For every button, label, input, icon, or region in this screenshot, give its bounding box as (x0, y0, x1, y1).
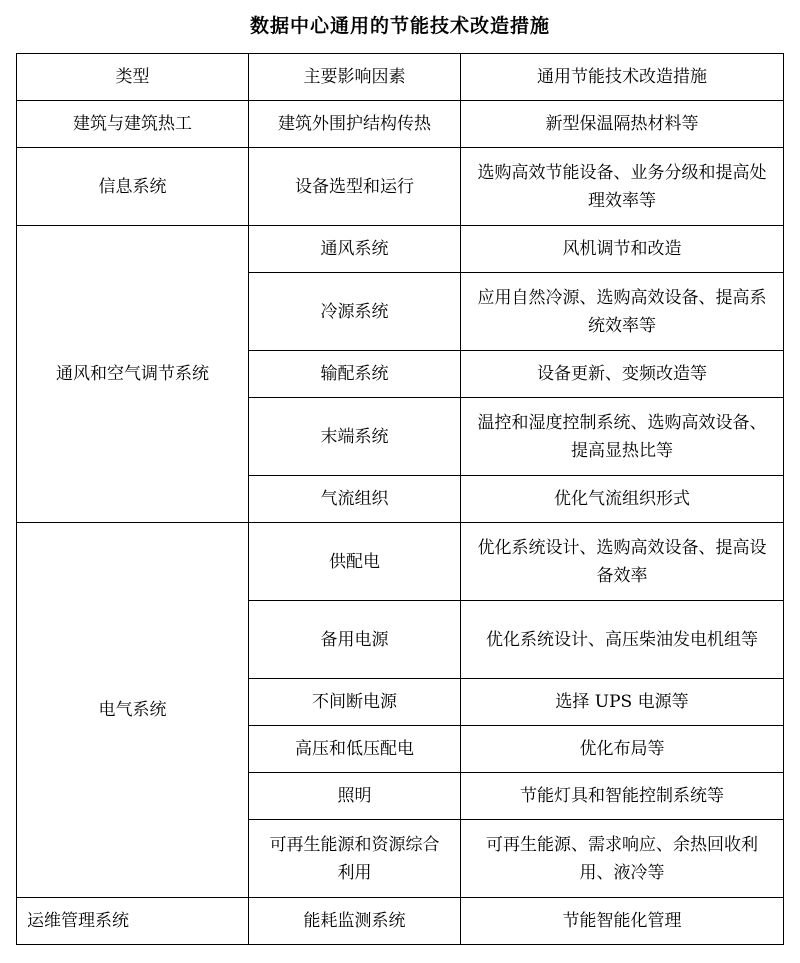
header-measure: 通用节能技术改造措施 (461, 54, 784, 101)
measure-cell: 优化气流组织形式 (461, 476, 784, 523)
measure-cell: 选择 UPS 电源等 (461, 679, 784, 726)
measure-cell: 可再生能源、需求响应、余热回收利用、液冷等 (461, 820, 784, 898)
measure-cell: 设备更新、变频改造等 (461, 351, 784, 398)
table-row (17, 226, 784, 273)
table-row (17, 898, 784, 945)
measure-cell: 节能智能化管理 (461, 898, 784, 945)
factor-cell: 末端系统 (249, 398, 461, 476)
table-row (17, 523, 784, 601)
measures-table (16, 53, 784, 945)
factor-cell: 可再生能源和资源综合利用 (249, 820, 461, 898)
measure-cell: 温控和湿度控制系统、选购高效设备、提高显热比等 (461, 398, 784, 476)
category-cell: 建筑与建筑热工 (17, 101, 249, 148)
measure-cell: 应用自然冷源、选购高效设备、提高系统效率等 (461, 273, 784, 351)
factor-cell: 不间断电源 (249, 679, 461, 726)
header-type: 类型 (17, 54, 249, 101)
header-factor: 主要影响因素 (249, 54, 461, 101)
category-cell: 运维管理系统 (17, 898, 249, 945)
measure-cell: 节能灯具和智能控制系统等 (461, 773, 784, 820)
factor-cell: 备用电源 (249, 601, 461, 679)
measure-cell: 选购高效节能设备、业务分级和提高处理效率等 (461, 148, 784, 226)
category-cell: 通风和空气调节系统 (17, 226, 249, 523)
factor-cell: 通风系统 (249, 226, 461, 273)
measure-cell: 新型保温隔热材料等 (461, 101, 784, 148)
factor-cell: 照明 (249, 773, 461, 820)
table-title: 数据中心通用的节能技术改造措施 (249, 15, 550, 37)
factor-cell: 能耗监测系统 (249, 898, 461, 945)
table-row (17, 101, 784, 148)
category-cell: 电气系统 (17, 523, 249, 898)
factor-cell: 高压和低压配电 (249, 726, 461, 773)
factor-cell: 输配系统 (249, 351, 461, 398)
measure-cell: 优化系统设计、选购高效设备、提高设备效率 (461, 523, 784, 601)
factor-cell: 气流组织 (249, 476, 461, 523)
factor-cell: 供配电 (249, 523, 461, 601)
header-row (17, 54, 784, 101)
measure-cell: 优化系统设计、高压柴油发电机组等 (461, 601, 784, 679)
table-row (17, 148, 784, 226)
category-cell: 信息系统 (17, 148, 249, 226)
factor-cell: 建筑外围护结构传热 (249, 101, 461, 148)
measure-cell: 优化布局等 (461, 726, 784, 773)
factor-cell: 冷源系统 (249, 273, 461, 351)
measure-cell: 风机调节和改造 (461, 226, 784, 273)
factor-cell: 设备选型和运行 (249, 148, 461, 226)
